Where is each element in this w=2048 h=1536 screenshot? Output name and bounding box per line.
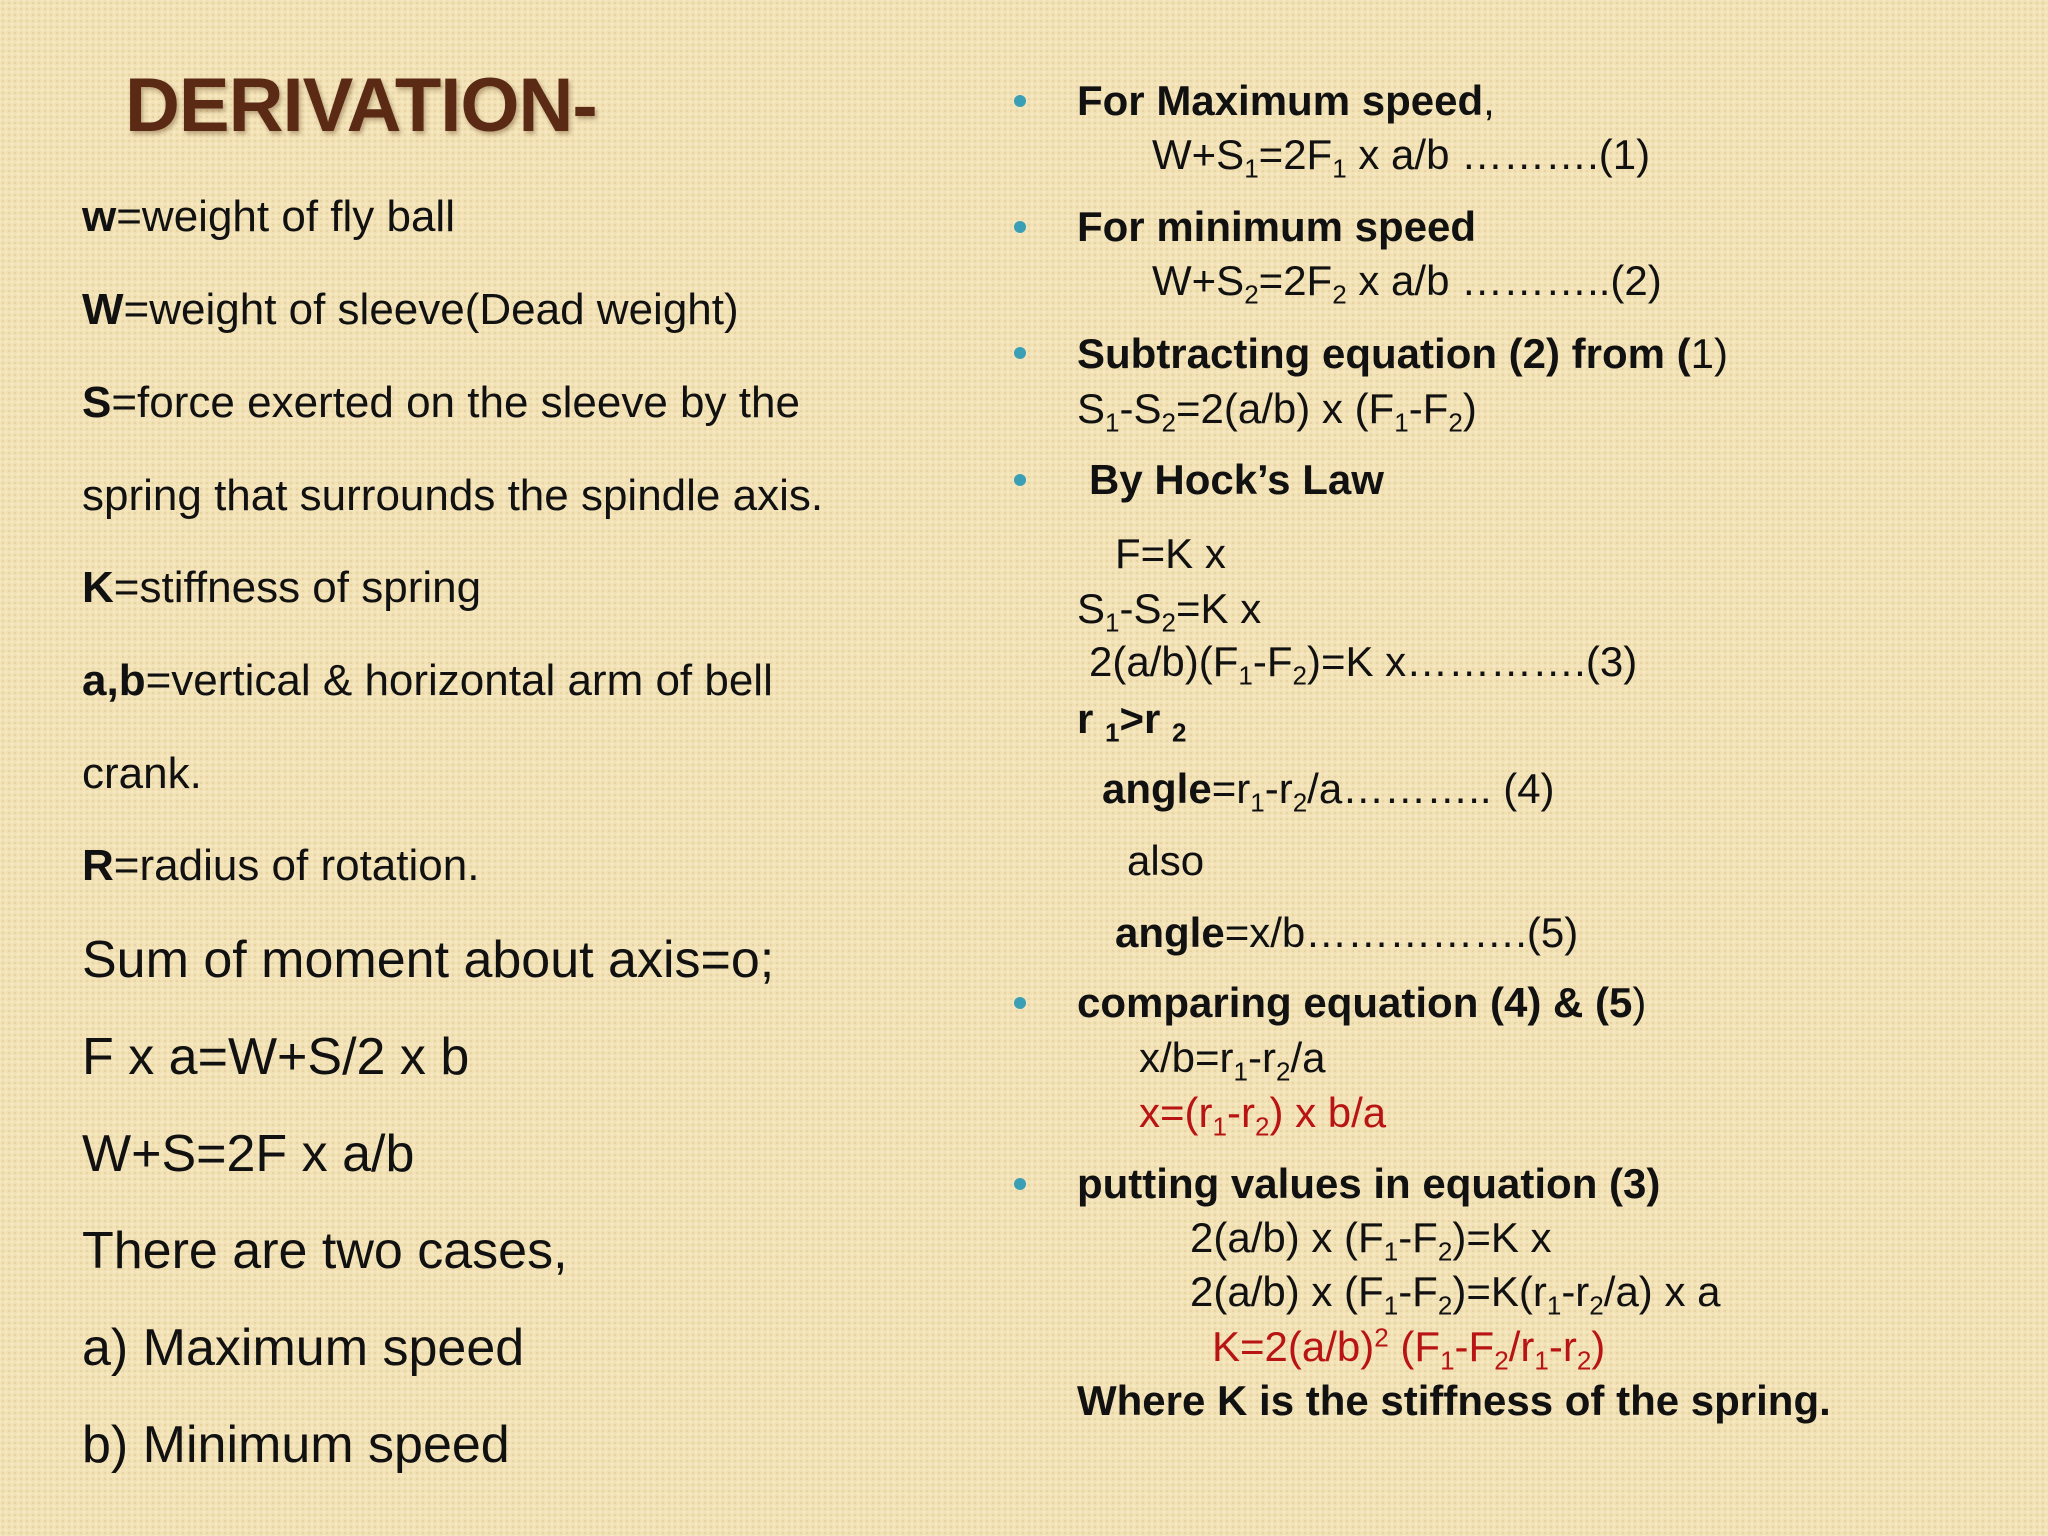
- definition-desc: =force exerted on the sleeve by the: [111, 378, 800, 427]
- equation-1: $W+S_1=2F_1$ x a/b ……….(1): [1152, 131, 1651, 184]
- bullet-dot: [1014, 474, 1026, 486]
- equation-3: $2(a/b)(F_1-F_2)=K$ x………….(3): [1089, 638, 1638, 691]
- definition-desc: spring that surrounds the spindle axis.: [82, 471, 824, 520]
- bullet-dot: [1014, 95, 1026, 107]
- definition-desc: =vertical & horizontal arm of bell: [145, 656, 773, 705]
- definition-line: [82, 192, 455, 242]
- definition-desc: =weight of sleeve(Dead weight): [123, 285, 739, 334]
- definition-term: R: [82, 841, 114, 890]
- definition-desc: =stiffness of spring: [113, 563, 482, 612]
- definition-line: [82, 841, 479, 891]
- hocks-law-equation: F=K x: [1115, 530, 1226, 577]
- x-expression: $x=(r_1-r_2)$ x b/a: [1139, 1089, 1387, 1142]
- statement-line: b) Minimum speed: [82, 1416, 510, 1474]
- equation-4: $angle=r_1-r_2/a\dots\dots\dots$.. (4): [1102, 765, 1555, 818]
- max-speed-heading: For Maximum speed,: [1077, 77, 1495, 124]
- bullet-dot: [1014, 1178, 1026, 1190]
- definition-line: [82, 656, 773, 706]
- also-text: also: [1127, 837, 1205, 884]
- subtracting-heading: Subtracting equation (2) from (1): [1077, 330, 1729, 377]
- definition-term: S: [82, 378, 112, 427]
- bullet-dot: [1014, 997, 1026, 1009]
- statement-line: W+S=2F x a/b: [82, 1125, 415, 1183]
- equation-5: angle=x/b…………….(5): [1115, 909, 1579, 956]
- statement-line: Sum of moment about axis=o;: [82, 931, 775, 989]
- definition-term: a,b: [82, 656, 146, 705]
- definition-line: [82, 749, 202, 799]
- conclusion-text: Where K is the stiffness of the spring.: [1077, 1377, 1831, 1424]
- definition-desc: crank.: [82, 749, 202, 798]
- definition-term: w: [82, 192, 117, 241]
- substitution-equation-2: 2(a/b) x $(F_1-F_2)=K(r_1-r_2/a)$ x a: [1190, 1268, 1721, 1321]
- min-speed-heading: For minimum speed: [1077, 203, 1477, 250]
- comparing-equation: $x/b=r_1-r_2/a$: [1139, 1034, 1326, 1087]
- stiffness-result: $K=2(a/b)^2$ $(F_1-F_2/r_1-r_2)$: [1212, 1322, 1606, 1376]
- definition-line: [82, 285, 739, 335]
- definition-desc: =weight of fly ball: [116, 192, 455, 241]
- bullet-dot: [1014, 221, 1026, 233]
- definition-line: [82, 563, 481, 613]
- radius-inequality: r $_1$>r $_2$: [1077, 695, 1187, 748]
- definition-term: W: [82, 285, 124, 334]
- statement-line: a) Maximum speed: [82, 1319, 525, 1377]
- substitution-equation-1: 2(a/b) x $(F_1-F_2)=K$ x: [1190, 1214, 1552, 1267]
- putting-values-heading: putting values in equation (3): [1077, 1160, 1661, 1207]
- hocks-law-heading: By Hock’s Law: [1089, 456, 1384, 503]
- bullet-dot: [1014, 347, 1026, 359]
- spring-equation: $S_1-S_2=K$ x: [1077, 585, 1262, 638]
- definition-line: [82, 471, 823, 521]
- comparing-heading: comparing equation (4) & (5): [1077, 979, 1647, 1026]
- definition-desc: =radius of rotation.: [113, 841, 480, 890]
- statement-line: There are two cases,: [82, 1222, 568, 1280]
- difference-equation: $S_1-S_2=2(a/b)$ x $(F_1-F_2)$: [1077, 385, 1477, 438]
- equation-2: $W+S_2=2F_2$ x a/b ………..(2): [1152, 257, 1662, 310]
- slide-title: DERIVATION-: [125, 63, 597, 148]
- definition-line: [82, 378, 800, 428]
- definition-term: K: [82, 563, 114, 612]
- statement-line: F x a=W+S/2 x b: [82, 1028, 470, 1086]
